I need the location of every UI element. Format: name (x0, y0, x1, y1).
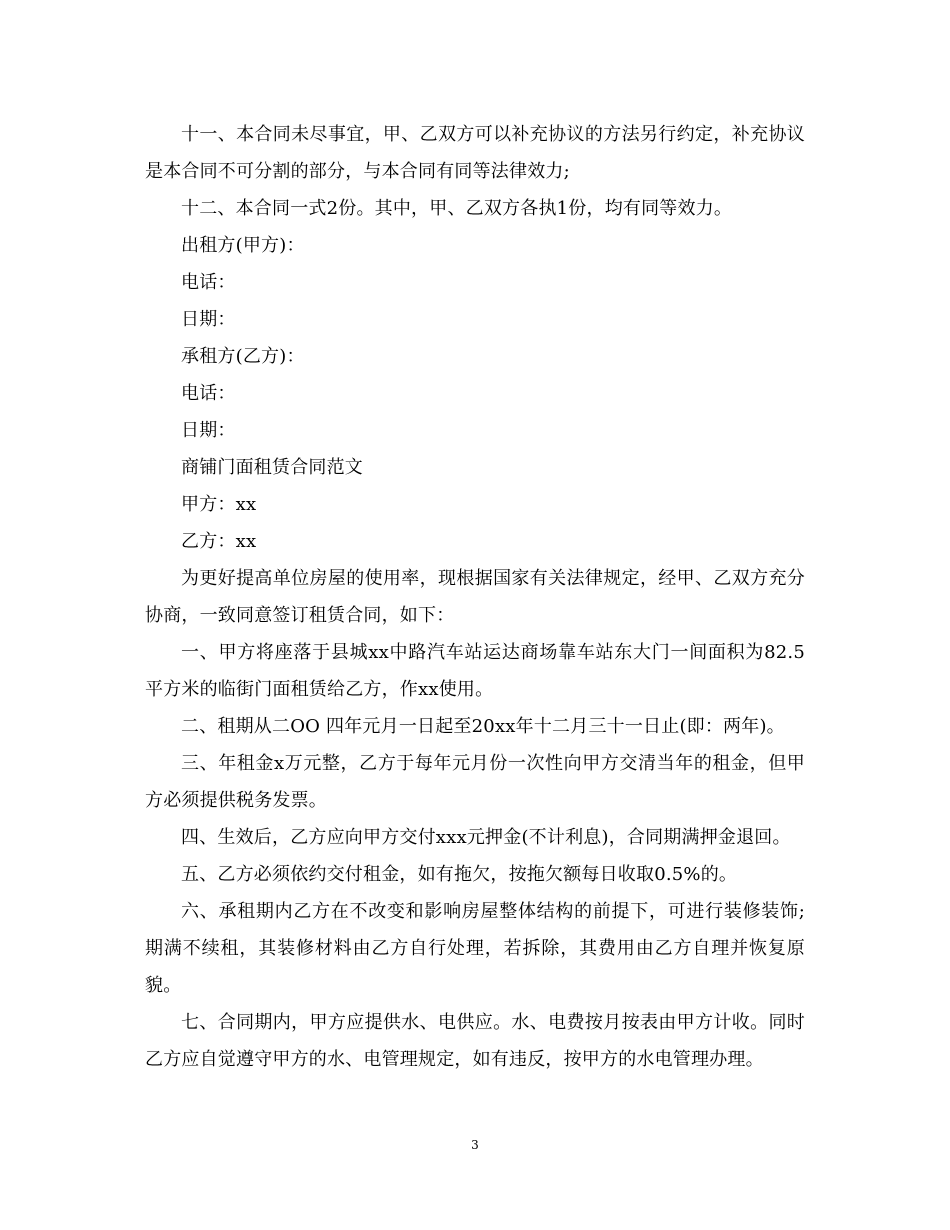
clause-7: 七、合同期内，甲方应提供水、电供应。水、电费按月按表由甲方计收。同时乙方应自觉遵守甲方的水、电管理规定，如有违反，按甲方的水电管理办理。 (145, 1012, 805, 1070)
lessor-date-label: 日期： (181, 309, 236, 330)
clause-12: 十二、本合同一式2份。其中，甲、乙双方各执1份，均有同等效力。 (181, 198, 733, 219)
lessee-date-label: 日期： (181, 420, 236, 441)
contract-title: 商铺门面租赁合同范文 (181, 457, 363, 478)
clause-3: 三、年租金x万元整，乙方于每年元月份一次性向甲方交清当年的租金，但甲方必须提供税务发票。 (145, 753, 805, 811)
document-body (145, 116, 805, 1078)
clause-11: 十一、本合同未尽事宜，甲、乙双方可以补充协议的方法另行约定，补充协议是本合同不可分割的部分，与本合同有同等法律效力; (145, 124, 805, 182)
contract-preamble: 为更好提高单位房屋的使用率，现根据国家有关法律规定，经甲、乙双方充分协商，一致同意签订租赁合同，如下： (145, 568, 805, 626)
lessee-label: 承租方(乙方)： (181, 346, 305, 367)
clause-1: 一、甲方将座落于县城xx中路汽车站运达商场靠车站东大门一间面积为82.5平方米的临街门面租赁给乙方，作xx使用。 (145, 642, 805, 700)
clause-2: 二、租期从二OO 四年元月一日起至20xx年十二月三十一日止(即：两年)。 (181, 716, 785, 737)
clause-5: 五、乙方必须依约交付租金，如有拖欠，按拖欠额每日收取0.5%的。 (181, 864, 738, 885)
clause-6: 六、承租期内乙方在不改变和影响房屋整体结构的前提下，可进行装修装饰;期满不续租，其装修材料由乙方自行处理，若拆除，其费用由乙方自理并恢复原貌。 (145, 901, 805, 996)
page-number: 3 (471, 1138, 479, 1152)
lessor-phone-label: 电话： (181, 272, 236, 293)
party-a: 甲方：xx (181, 494, 257, 515)
party-b: 乙方：xx (181, 531, 257, 552)
lessor-label: 出租方(甲方)： (181, 235, 305, 256)
clause-4: 四、生效后，乙方应向甲方交付xxx元押金(不计利息)，合同期满押金退回。 (181, 827, 791, 848)
lessee-phone-label: 电话： (181, 383, 236, 404)
